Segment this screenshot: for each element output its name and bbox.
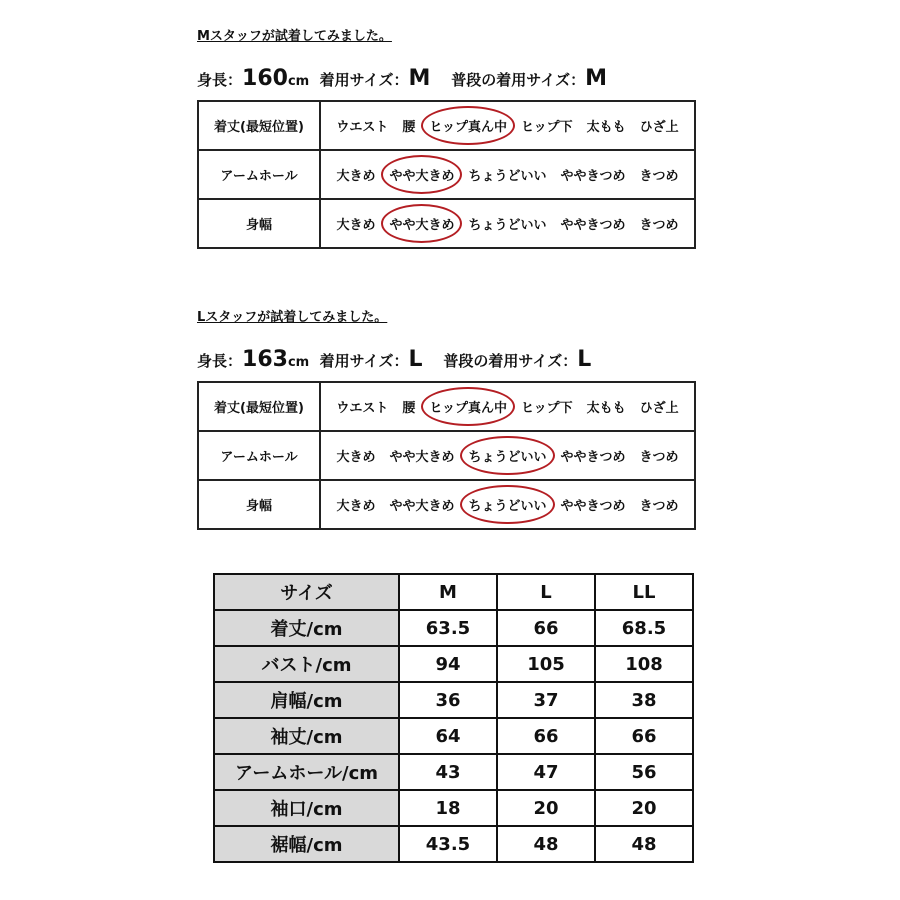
fit-row-label: 身幅 [198, 199, 320, 248]
fit-option: ウエスト [336, 120, 389, 135]
fit-option: きつめ [639, 499, 679, 514]
size-value: L [408, 347, 423, 372]
fit-option: 大きめ [336, 218, 376, 233]
size-cell: 68.5 [595, 610, 693, 646]
usual-label: 普段の着用サイズ： [451, 71, 586, 89]
fit-option: ひざ上 [639, 401, 679, 416]
fit-row-options [320, 199, 695, 248]
size-cell: 66 [497, 610, 595, 646]
size-row-label: アームホール/cm [214, 754, 399, 790]
size-row [214, 646, 693, 682]
fit-option: 腰 [402, 120, 416, 135]
size-row [214, 826, 693, 862]
fit-option: ややきつめ [560, 450, 626, 465]
fit-option: きつめ [639, 218, 679, 233]
usual-value: M [585, 66, 607, 91]
fit-row-options [320, 480, 695, 529]
height-label: 身長： [197, 352, 243, 370]
fit-option: ひざ上 [639, 120, 679, 135]
fit-row-label: 身幅 [198, 480, 320, 529]
fit-row [198, 150, 695, 199]
size-cell: 108 [595, 646, 693, 682]
fit-option: きつめ [639, 450, 679, 465]
size-cell: 105 [497, 646, 595, 682]
fit-option: 太もも [586, 401, 626, 416]
size-header-cell: M [399, 574, 497, 610]
size-cell: 66 [595, 718, 693, 754]
fit-option: やや大きめ [389, 450, 455, 465]
size-row [214, 610, 693, 646]
staff-m-title: Mスタッフが試着してみました。 [197, 29, 392, 44]
height-value: 163 [242, 347, 288, 372]
size-cell: 20 [595, 790, 693, 826]
size-cell: 36 [399, 682, 497, 718]
fit-option: 腰 [402, 401, 416, 416]
fit-row-options [320, 382, 695, 431]
size-cell: 63.5 [399, 610, 497, 646]
size-cell: 18 [399, 790, 497, 826]
size-row-label: 袖丈/cm [214, 718, 399, 754]
fit-option: ちょうどいい [468, 169, 547, 184]
size-cell: 43 [399, 754, 497, 790]
fit-option: 大きめ [336, 499, 376, 514]
fit-option: 大きめ [336, 450, 376, 465]
fit-option-selected: ちょうどいい [466, 443, 548, 468]
size-cell: 43.5 [399, 826, 497, 862]
fit-row [198, 480, 695, 529]
fit-row-options [320, 431, 695, 480]
fit-option: ややきつめ [560, 499, 626, 514]
fit-option: ちょうどいい [468, 218, 547, 233]
height-label: 身長： [197, 71, 243, 89]
staff-l-meta [197, 343, 696, 377]
fit-option: きつめ [639, 169, 679, 184]
size-row [214, 718, 693, 754]
fit-row [198, 101, 695, 150]
size-cell: 47 [497, 754, 595, 790]
size-label: 着用サイズ： [319, 352, 409, 370]
size-cell: 38 [595, 682, 693, 718]
size-header-cell: L [497, 574, 595, 610]
size-row-label: 袖口/cm [214, 790, 399, 826]
fit-row-label: アームホール [198, 150, 320, 199]
size-cell: 94 [399, 646, 497, 682]
size-row-label: 着丈/cm [214, 610, 399, 646]
fit-option: ややきつめ [560, 169, 626, 184]
size-cell: 66 [497, 718, 595, 754]
size-header-cell: LL [595, 574, 693, 610]
fit-row-options [320, 150, 695, 199]
fit-option-selected: ヒップ真ん中 [427, 394, 509, 419]
fit-option: ウエスト [336, 401, 389, 416]
fit-option: ややきつめ [560, 218, 626, 233]
height-unit: cm [287, 355, 310, 370]
size-value: M [408, 66, 431, 91]
size-header-row [214, 574, 693, 610]
fit-row-label: 着丈(最短位置) [198, 382, 320, 431]
fit-row-label: アームホール [198, 431, 320, 480]
fit-option-selected: やや大きめ [387, 211, 456, 236]
fit-option-selected: ちょうどいい [466, 492, 548, 517]
height-unit: cm [287, 74, 310, 89]
fit-row [198, 199, 695, 248]
fit-row-label: 着丈(最短位置) [198, 101, 320, 150]
fit-option: 大きめ [336, 169, 376, 184]
staff-m-meta [197, 62, 696, 96]
height-value: 160 [242, 66, 288, 91]
fit-row-options [320, 101, 695, 150]
fit-option-selected: ヒップ真ん中 [427, 113, 509, 138]
size-row [214, 682, 693, 718]
size-cell: 48 [595, 826, 693, 862]
size-row-label: 裾幅/cm [214, 826, 399, 862]
fit-option: ヒップ下 [521, 120, 573, 135]
usual-label: 普段の着用サイズ： [443, 352, 578, 370]
size-row [214, 754, 693, 790]
size-cell: 20 [497, 790, 595, 826]
size-cell: 64 [399, 718, 497, 754]
fit-row [198, 431, 695, 480]
size-row-label: 肩幅/cm [214, 682, 399, 718]
size-cell: 56 [595, 754, 693, 790]
size-cell: 48 [497, 826, 595, 862]
size-row [214, 790, 693, 826]
staff-m-section [197, 27, 696, 249]
fit-row [198, 382, 695, 431]
size-label: 着用サイズ： [319, 71, 409, 89]
fit-option: ヒップ下 [521, 401, 573, 416]
size-header-cell: サイズ [214, 574, 399, 610]
fit-option-selected: やや大きめ [387, 162, 456, 187]
size-row-label: バスト/cm [214, 646, 399, 682]
staff-l-section [197, 308, 696, 530]
staff-l-title: Lスタッフが試着してみました。 [197, 310, 388, 325]
size-chart-table [213, 573, 694, 863]
staff-m-fit-table [197, 100, 696, 249]
usual-value: L [577, 347, 592, 372]
size-cell: 37 [497, 682, 595, 718]
fit-option: やや大きめ [389, 499, 455, 514]
staff-l-fit-table [197, 381, 696, 530]
fit-option: 太もも [586, 120, 626, 135]
